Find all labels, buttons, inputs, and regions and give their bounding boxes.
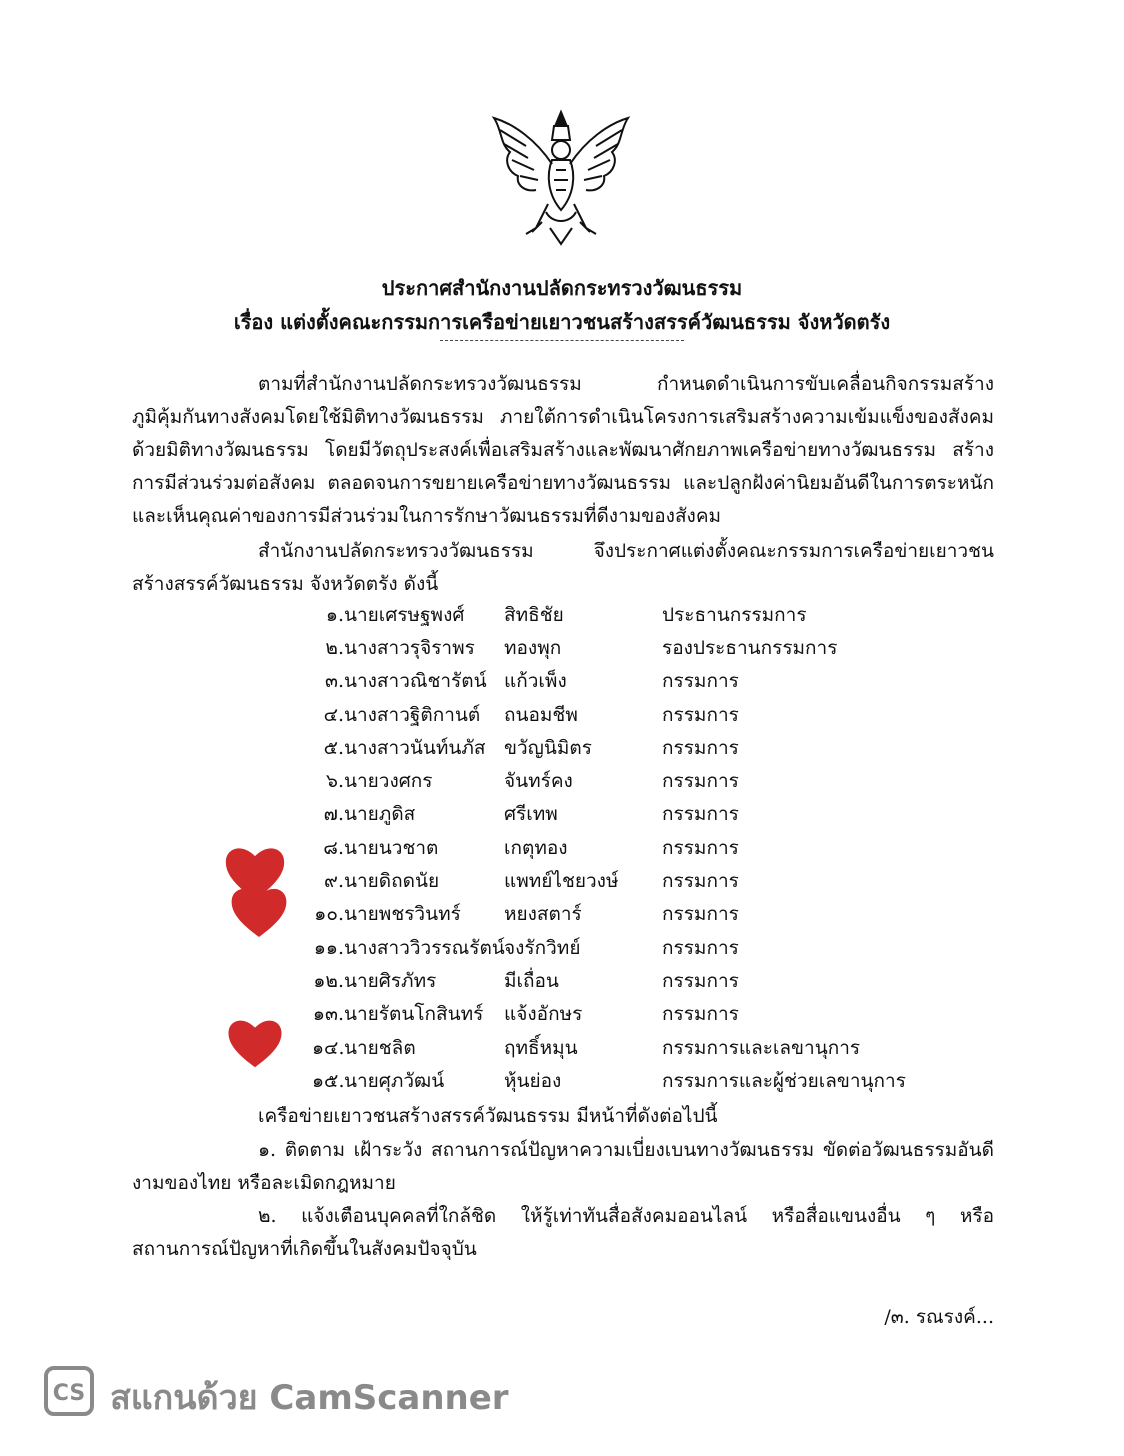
member-name: นายศุภวัฒน์	[344, 1070, 445, 1092]
member-row	[0, 1066, 1124, 1099]
duty-item: ๒. แจ้งเตือนบุคคลที่ใกล้ชิด ให้รู้เท่าทันสื่อสังคมออนไลน์ หรือสื่อแขนงอื่น ๆ หรือสถานการณ์ปัญหาที่เกิดขึ้นในสังคมปัจจุบัน	[132, 1205, 994, 1260]
member-name: นายนวชาต	[344, 837, 439, 859]
member-number: ๙.	[324, 870, 344, 892]
member-name: นางสาวนันท์นภัส	[344, 737, 486, 759]
member-role: กรรมการ	[662, 670, 739, 692]
member-name: นายชลิต	[344, 1037, 416, 1059]
member-number: ๓.	[324, 670, 344, 692]
member-role: กรรมการ	[662, 1003, 739, 1025]
member-surname: ทองพุก	[504, 637, 562, 659]
member-surname: ขวัญนิมิตร	[504, 737, 592, 759]
member-name: นายวงศกร	[344, 770, 433, 792]
member-name: นางสาวรุจิราพร	[344, 637, 475, 659]
member-role: กรรมการ	[662, 937, 739, 959]
member-surname: มีเถื่อน	[504, 970, 559, 992]
member-number: ๑๓.	[312, 1003, 344, 1025]
member-row	[0, 600, 1124, 633]
member-role: ประธานกรรมการ	[662, 604, 807, 626]
logo-text: CS	[52, 1381, 86, 1406]
member-row	[0, 766, 1124, 799]
member-role: กรรมการ	[662, 837, 739, 859]
member-role: กรรมการและเลขานุการ	[662, 1037, 861, 1059]
member-number: ๑๒.	[313, 970, 344, 992]
member-role: กรรมการ	[662, 704, 739, 726]
member-row	[0, 633, 1124, 666]
member-surname: แจ้งอักษร	[504, 1003, 583, 1025]
member-surname: ศรีเทพ	[504, 803, 558, 825]
member-surname: แพทย์ไชยวงษ์	[504, 870, 619, 892]
camscanner-logo-icon	[44, 1366, 94, 1416]
member-row	[0, 799, 1124, 832]
announcement-subject: เรื่อง แต่งตั้งคณะกรรมการเครือข่ายเยาวชนสร้างสรรค์วัฒนธรรม จังหวัดตรัง	[233, 310, 891, 334]
member-number: ๑๑.	[313, 937, 344, 959]
member-number: ๕.	[323, 737, 344, 759]
member-name: นายรัตนโกสินทร์	[344, 1003, 484, 1025]
member-number: ๑๔.	[312, 1037, 345, 1059]
member-role: กรรมการ	[662, 970, 739, 992]
member-name: นางสาวฐิติกานต์	[344, 704, 481, 726]
intro-paragraph: ตามที่สำนักงานปลัดกระทรวงวัฒนธรรม กำหนดดำเนินการขับเคลื่อนกิจกรรมสร้างภูมิคุ้มกันทางสังคมโดยใช้มิติทางวัฒนธรรม ภายใต้การดำเนินโครงการเสริมสร้างความเข้มแข็งของสังคม ด้วยมิติทางวัฒนธรรม โดยมีวัตถุประสงค์เพื่อเสริมสร้างและพัฒนาศักยภาพเครือข่ายทางวัฒนธรรม สร้างการมีส่วนร่วมต่อสังคม ตลอดจนการขยายเครือข่ายทางวัฒนธรรม และปลูกฝังค่านิยมอันดีในการตระหนักและเห็นคุณค่าของการมีส่วนร่วมในการรักษาวัฒนธรรมที่ดีงามของสังคม	[132, 373, 994, 527]
duties-heading: เครือข่ายเยาวชนสร้างสรรค์วัฒนธรรม มีหน้าที่ดังต่อไปนี้	[258, 1105, 718, 1127]
member-number: ๒.	[325, 637, 344, 659]
member-number: ๑.	[325, 604, 344, 626]
member-row	[0, 899, 1124, 932]
member-number: ๘.	[323, 837, 344, 859]
watermark-text: สแกนด้วย CamScanner	[110, 1378, 509, 1418]
member-row	[0, 966, 1124, 999]
member-surname: จันทร์คง	[504, 770, 573, 792]
member-name: นางสาวณิชารัตน์	[344, 670, 487, 692]
continued-marker: /๓. รณรงค์...	[884, 1306, 994, 1328]
duty-item: ๑. ติดตาม เฝ้าระวัง สถานการณ์ปัญหาความเบี่ยงเบนทางวัฒนธรรม ขัดต่อวัฒนธรรมอันดีงามของไทย หรือละเมิดกฎหมาย	[132, 1139, 994, 1194]
member-role: รองประธานกรรมการ	[662, 637, 838, 659]
member-row	[0, 666, 1124, 699]
member-role: กรรมการ	[662, 870, 739, 892]
member-role: กรรมการ	[662, 903, 739, 925]
member-surname: จงรักวิทย์	[504, 937, 581, 959]
heart-sticker-icon	[224, 880, 294, 942]
title-divider	[440, 340, 684, 341]
member-row	[0, 999, 1124, 1032]
member-name: นายศิรภัทร	[344, 970, 437, 992]
garuda-emblem-icon	[486, 100, 636, 250]
member-surname: ถนอมชีพ	[504, 704, 578, 726]
member-number: ๖.	[325, 770, 344, 792]
member-surname: แก้วเพ็ง	[504, 670, 567, 692]
member-surname: หยงสตาร์	[504, 903, 582, 925]
heart-sticker-icon	[222, 1012, 288, 1072]
member-name: นายภูดิส	[344, 803, 416, 825]
member-surname: สิทธิชัย	[504, 604, 564, 626]
member-row	[0, 866, 1124, 899]
member-row	[0, 933, 1124, 966]
member-role: กรรมการ	[662, 770, 739, 792]
member-number: ๑๐.	[314, 903, 344, 925]
announcement-title: ประกาศสำนักงานปลัดกระทรวงวัฒนธรรม	[381, 276, 743, 300]
member-role: กรรมการ	[662, 803, 739, 825]
member-row	[0, 833, 1124, 866]
member-name: นายเศรษฐพงศ์	[344, 604, 465, 626]
member-number: ๑๕.	[312, 1070, 345, 1092]
member-name: นางสาววิวรรณรัตน์	[344, 937, 505, 959]
member-role: กรรมการและผู้ช่วยเลขานุการ	[662, 1070, 906, 1092]
member-row	[0, 700, 1124, 733]
member-row	[0, 733, 1124, 766]
member-surname: หุ้นย่อง	[504, 1070, 562, 1092]
member-name: นายดิถดนัย	[344, 870, 440, 892]
member-row	[0, 1033, 1124, 1066]
appointment-paragraph: สำนักงานปลัดกระทรวงวัฒนธรรม จึงประกาศแต่งตั้งคณะกรรมการเครือข่ายเยาวชนสร้างสรรค์วัฒนธรรม จังหวัดตรัง ดังนี้	[132, 540, 994, 595]
member-number: ๔.	[323, 704, 344, 726]
member-name: นายพชรวินทร์	[344, 903, 461, 925]
member-surname: เกตุทอง	[504, 837, 568, 859]
member-surname: ฤทธิ์หมุน	[504, 1037, 578, 1059]
member-role: กรรมการ	[662, 737, 739, 759]
member-number: ๗.	[323, 803, 344, 825]
